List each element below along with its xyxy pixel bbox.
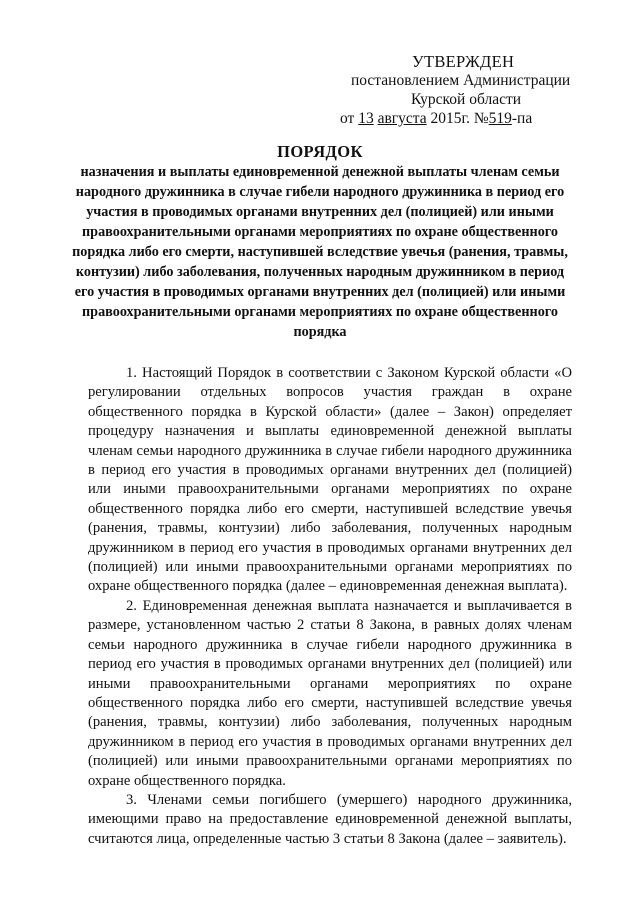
approval-date-prefix: от	[340, 110, 359, 127]
approval-date-line	[340, 109, 590, 128]
approval-line-2: Курской области	[411, 91, 522, 108]
approval-suffix: -па	[511, 110, 533, 127]
approval-month: августа	[377, 110, 427, 127]
document-title: ПОРЯДОК	[277, 142, 363, 161]
approval-heading: УТВЕРЖДЕН	[412, 52, 515, 71]
approval-number: 519	[488, 110, 512, 127]
document-body	[88, 364, 572, 849]
approval-day: 13	[358, 110, 374, 127]
paragraph-2: 2. Единовременная денежная выплата назначается и выплачивается в размере, установленном частью 2 статьи 8 Закона, в равных долях членам семьи народного дружинника в случае гибели народного дружинника в период его участия в проводимых органами внутренних дел (полицией) или иными правоохранительными органами мероприятиях по охране общественного порядка либо его смерти, наступившей вследствие увечья (ранения, травмы, контузии) либо заболевания, полученных народным дружинником в период его участия в проводимых органами внутренних дел (полицией) или иными правоохранительными органами мероприятиях по охране общественного порядка.	[88, 597, 572, 789]
approval-line-1: постановлением Администрации	[351, 72, 571, 89]
paragraph-3: 3. Членами семьи погибшего (умершего) народного дружинника, имеющими право на предоставление единовременной денежной выплаты, считаются лица, определенные частью 3 статьи 8 Закона (далее – заявитель).	[88, 791, 572, 847]
approval-stamp	[340, 52, 590, 128]
paragraph-1: 1. Настоящий Порядок в соответствии с Законом Курской области «О регулировании отдельных вопросов участия граждан в охране общественного порядка в Курской области» (далее – Закон) определяет процедуру назначения и выплаты единовременной денежной выплаты членам семьи народного дружинника в случае гибели народного дружинника в период его участия в проводимых органами внутренних дел (полицией) или иными правоохранительными органами мероприятиях по охране общественного порядка либо его смерти, наступившей вследствие увечья (ранения, травмы, контузии) либо заболевания, полученных народным дружинником в период его участия в проводимых органами внутренних дел (полицией) или иными правоохранительными органами мероприятиях по охране общественного порядка (далее – единовременная денежная выплата).	[88, 365, 572, 595]
document-subtitle: назначения и выплаты единовременной денежной выплаты членам семьи народного дружинника в случае гибели народного дружинника в период его участия в проводимых органами внутренних дел (полицией) или иными правоохранительными органами мероприятиях по охране общественного порядка либо его смерти, наступившей вследствие увечья (ранения, травмы, контузии) либо заболевания, полученных народным дружинником в период его участия в проводимых органами внутренних дел (полицией) или иными правоохранительными органами мероприятиях по охране общественного порядка	[72, 164, 568, 340]
approval-year: 2015г. №	[430, 110, 489, 127]
